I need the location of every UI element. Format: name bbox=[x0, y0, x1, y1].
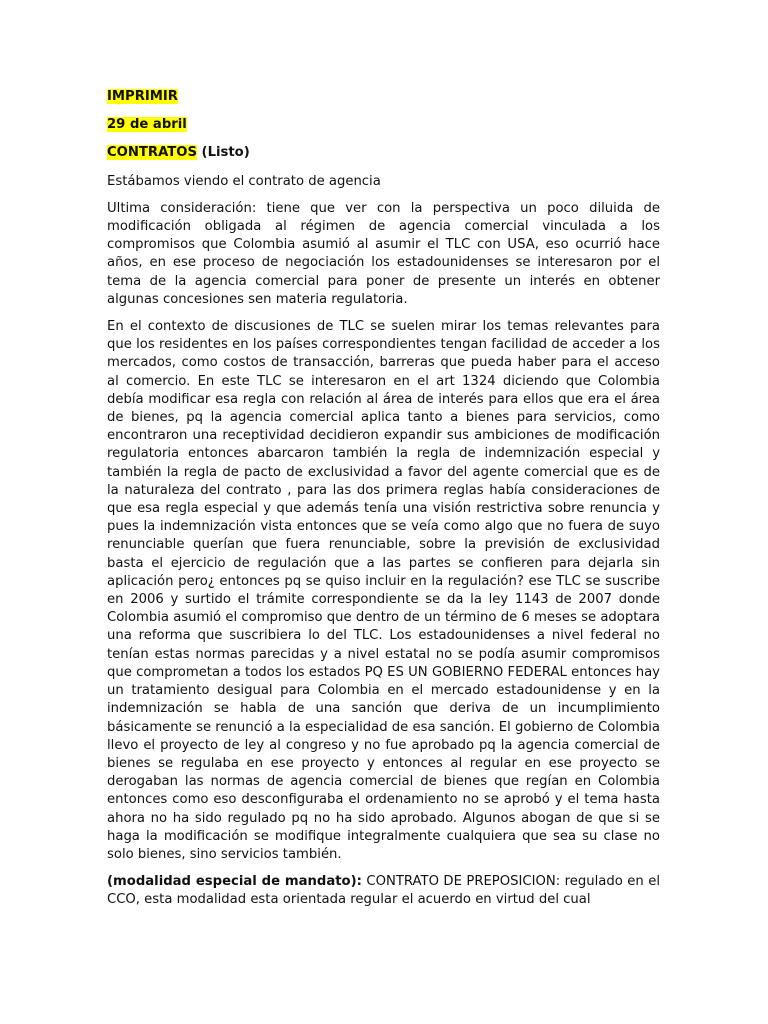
highlighted-imprimir: IMPRIMIR bbox=[107, 89, 178, 104]
heading-date bbox=[107, 116, 660, 134]
paragraph-4-bold: (modalidad especial de mandato): bbox=[107, 874, 362, 890]
paragraph-4-text: CONTRATO DE PREPOSICION: regulado en el CCO, esta modalidad esta orientada regular el acuerdo en virtud del cual bbox=[107, 874, 660, 908]
heading-imprimir bbox=[107, 88, 660, 106]
document-page bbox=[107, 88, 660, 919]
listo-label: (Listo) bbox=[196, 145, 250, 161]
paragraph-3: En el contexto de discusiones de TLC se suelen mirar los temas relevantes para que los residentes en los países correspondientes tengan facilidad de acceder a los mercados, como costos de transacción, barreras que pueda haber para el acceso al comercio. En este TLC se interesaron en el art 1324 diciendo que Colombia debía modificar esa regla con relación al área de interés para ellos que era el área de bienes, pq la agencia comercial aplica tanto a bienes para servicios, como encontraron una receptividad decidieron expandir sus ambiciones de modificación regulatoria entonces abarcaron también la regla de indemnización especial y también la regla de pacto de exclusividad a favor del agente comercial que es de la naturaleza del contrato , para las dos primera reglas había consideraciones de que esa regla especial y que además tenía una visión restrictiva sobre renuncia y pues la indemnización vista entonces que se veía como algo que no fuera de suyo renunciable querían que fuera renunciable, sobre la previsión de exclusividad basta el ejercicio de regulación que a las partes se confieren para dejarla sin aplicación pero¿ entonces pq se quiso incluir en la regulación? ese TLC se suscribe en 2006 y surtido el trámite correspondiente se da la ley 1143 de 2007 donde Colombia asumió el compromiso que dentro de un término de 6 meses se adoptara una reforma que suscribiera lo del TLC. Los estadounidenses a nivel federal no tenían estas normas parecidas y a nivel estatal no se podía asumir compromisos que comprometan a todos los estados PQ ES UN GOBIERNO FEDERAL entonces hay un tratamiento desigual para Colombia en el mercado estadounidense y en la indemnización se habla de una sanción que deriva de un incumplimiento básicamente se renunció a la especialidad de esa sanción. El gobierno de Colombia llevo el proyecto de ley al congreso y no fue aprobado pq la agencia comercial de bienes se regulaba en ese proyecto y entonces al regular en ese proyecto se derogaban las normas de agencia comercial de bienes que regían en Colombia entonces como eso desconfiguraba el ordenamiento no se aprobó y el tema hasta ahora no ha sido regulado pq no ha sido aprobado. Algunos abogan de que si se haga la modificación se modifique integralmente cualquiera que sea su clase no solo bienes, sino servicios también. bbox=[107, 319, 660, 862]
highlighted-date: 29 de abril bbox=[107, 117, 187, 133]
heading-contratos bbox=[107, 144, 660, 162]
paragraph-4 bbox=[107, 873, 660, 909]
paragraph-2: Ultima consideración: tiene que ver con la perspectiva un poco diluida de modificación obligada al régimen de agencia comercial vinculada a los compromisos que Colombia asumió al asumir el TLC con USA, eso ocurrió hace años, en ese proceso de negociación los estadounidenses se interesaron por el tema de la agencia comercial para poner de presente un interés en obtener algunas concesiones sen materia regulatoria. bbox=[107, 200, 660, 307]
highlighted-contratos: CONTRATOS bbox=[107, 145, 197, 161]
paragraph-1: Estábamos viendo el contrato de agencia bbox=[107, 173, 381, 189]
